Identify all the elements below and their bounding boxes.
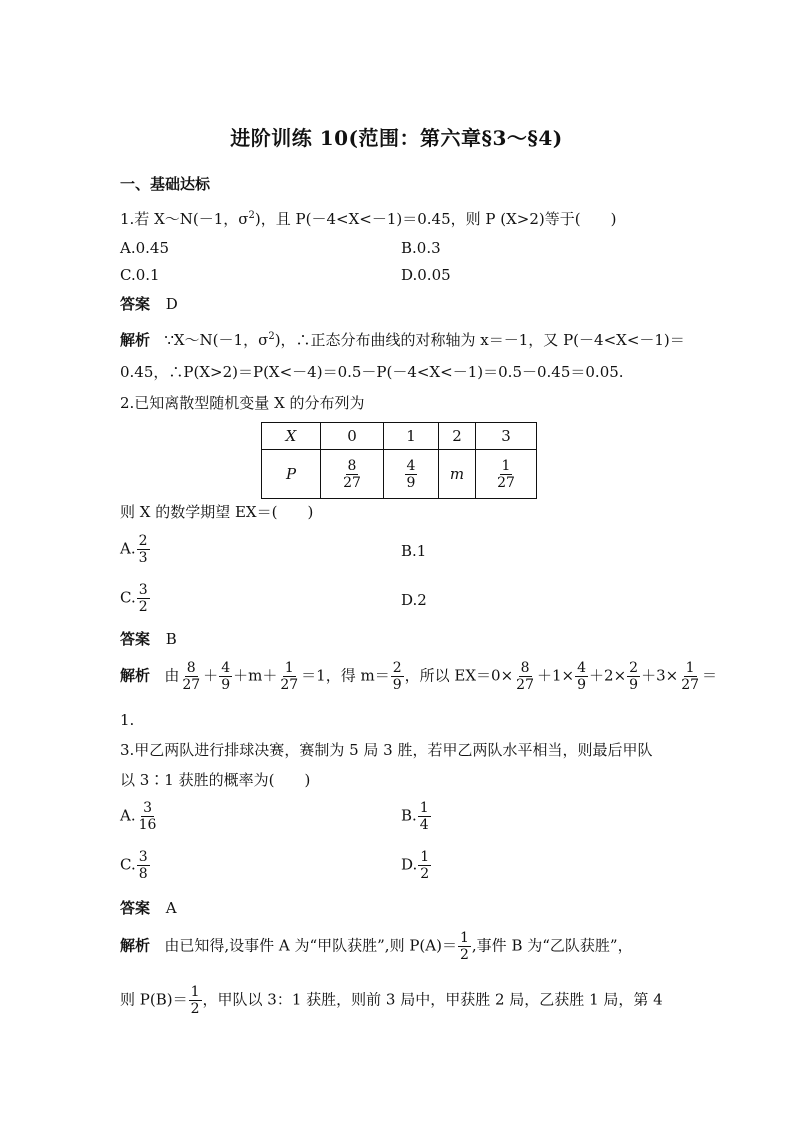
table-cell: 2 (439, 423, 476, 450)
table-cell: $\frac{1}{27}$ (476, 450, 537, 499)
question-1-analysis-line-2: 0.45，∴P(X>2)＝P(X<－4)＝0.5－P(－4<X<－1)＝0.5－0.45＝0.05. (120, 363, 624, 381)
table-cell: m (439, 450, 476, 499)
table-cell: 1 (384, 423, 439, 450)
question-1-answer: 答案 D (120, 295, 178, 313)
distribution-table-probability-row (262, 450, 537, 499)
question-2-option-a: A. $\frac{2}{3}$ (120, 533, 148, 566)
table-cell: X (262, 423, 321, 450)
question-1-option-a: A.0.45 (120, 239, 169, 257)
question-2-analysis-line-2: 1. (120, 711, 135, 729)
table-cell: 3 (476, 423, 537, 450)
question-3-option-c: C. $\frac{3}{8}$ (120, 849, 148, 882)
question-1-analysis-line-1: 解析 ∵X～N(－1，$\sigma^2$)，∴正态分布曲线的对称轴为 x＝－1，又 P(－4<X<－1)＝ (120, 331, 685, 349)
table-cell: $\frac{4}{9}$ (384, 450, 439, 499)
table-cell: P (262, 450, 321, 499)
distribution-table (261, 422, 537, 499)
distribution-table-header-row (262, 423, 537, 450)
question-3-analysis-line-1: 解析 由已知得,设事件 A 为“甲队获胜”,则 P(A)＝ $\frac{1}{2}$ ,事件 B 为“乙队获胜”， (120, 930, 633, 963)
question-1-stem: 1.若 X～N(－1，$\sigma^2$)，且 P(－4<X<－1)＝0.45，则 P (X>2)等于( ) (120, 210, 617, 228)
question-3-option-b: B. $\frac{1}{4}$ (401, 800, 429, 833)
table-cell: $\frac{8}{27}$ (321, 450, 384, 499)
question-3-answer: 答案 A (120, 899, 177, 917)
section-heading: 一、基础达标 (120, 175, 211, 193)
page-title: 进阶训练 10(范围：第六章§3～§4) (230, 126, 563, 150)
table-cell: 0 (321, 423, 384, 450)
question-1-option-b: B.0.3 (401, 239, 441, 257)
question-1-option-c: C.0.1 (120, 266, 160, 284)
question-2-stem: 2.已知离散型随机变量 X 的分布列为 (120, 394, 365, 412)
question-2-question: 则 X 的数学期望 EX＝( ) (120, 503, 314, 521)
question-3-analysis-line-2: 则 P(B)＝ $\frac{1}{2}$ ，甲队以 3：1 获胜，则前 3 局中，甲获胜 2 局，乙获胜 1 局，第 4 (120, 984, 663, 1017)
question-3-stem-line-2: 以 3∶1 获胜的概率为( ) (120, 771, 311, 789)
question-2-answer: 答案 B (120, 630, 177, 648)
question-2-analysis-line-1: 解析 由 $\frac{8}{27}$ ＋ $\frac{4}{9}$ ＋m＋ $\frac{1}{27}$ ＝1，得 m＝ $\frac{2}{9}$ ，所以 EX＝0× $\frac{8}{27}$ ＋1× $\frac{4}{9}$ ＋2× $\frac{2}{9}$ ＋3× $\frac{1}{27}$ ＝ (120, 660, 718, 693)
question-1-option-d: D.0.05 (401, 266, 451, 284)
question-3-option-d: D. $\frac{1}{2}$ (401, 849, 430, 882)
question-3-option-a: A. $\frac{3}{16}$ (120, 800, 157, 833)
question-2-option-d: D.2 (401, 591, 427, 609)
question-2-option-b: B.1 (401, 542, 427, 560)
question-3-stem-line-1: 3.甲乙两队进行排球决赛，赛制为 5 局 3 胜，若甲乙两队水平相当，则最后甲队 (120, 741, 653, 759)
question-2-option-c: C. $\frac{3}{2}$ (120, 582, 148, 615)
